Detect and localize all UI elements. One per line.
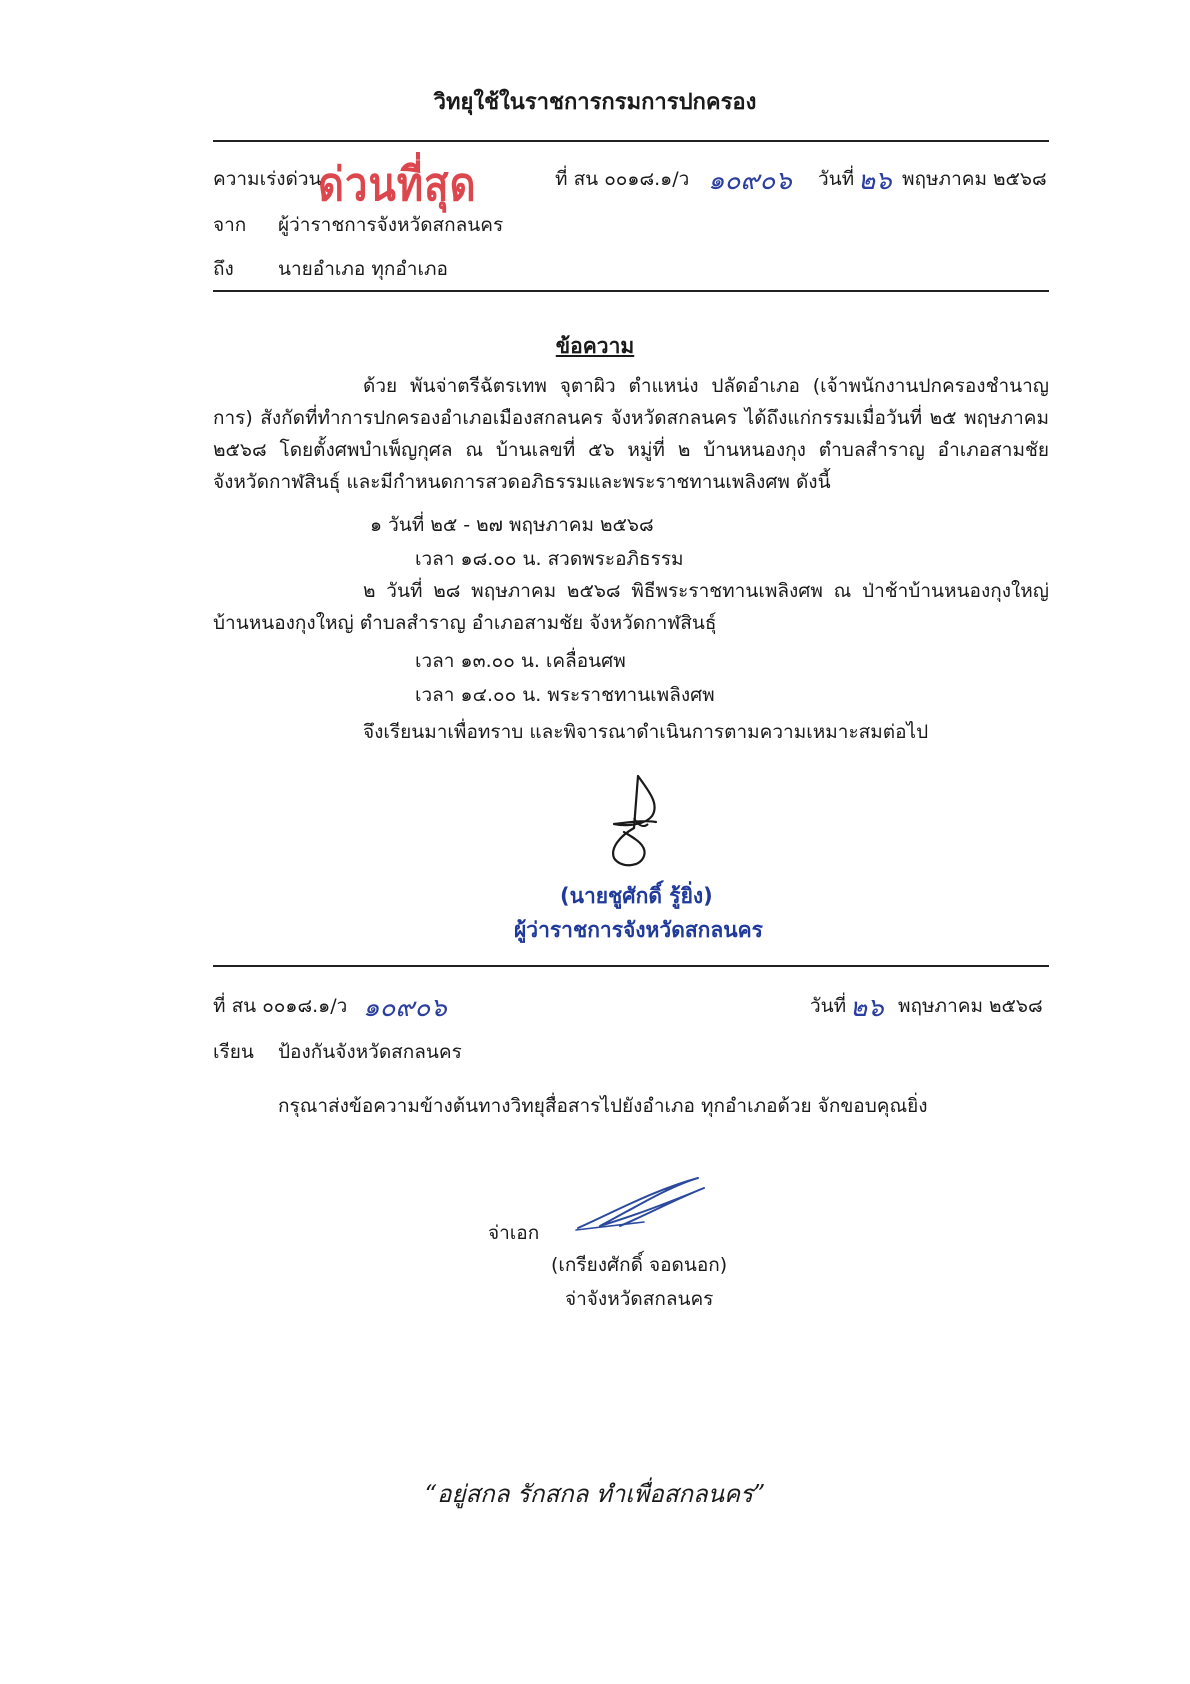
date-label: วันที่: [818, 168, 855, 190]
urgency-stamp: ด่วนที่สุด: [318, 159, 477, 211]
urgency-label: ความเร่งด่วน: [213, 168, 322, 190]
date-month-year: พฤษภาคม ๒๕๖๘: [902, 168, 1047, 190]
provincial-slogan: “อยู่สกล รักสกล ทำเพื่อสกลนคร”: [424, 1480, 766, 1508]
date-day-handwritten: ๒๖: [858, 166, 892, 196]
top-divider: [213, 140, 1049, 142]
rian-value: ป้องกันจังหวัดสกลนคร: [278, 1041, 462, 1063]
footer-ref-prefix: ที่ สน ๐๐๑๘.๑/ว: [213, 995, 348, 1017]
ref-number-prefix: ที่ สน ๐๐๑๘.๑/ว: [555, 168, 690, 190]
message-body: ด้วย พันจ่าตรีฉัตรเทพ จุตาผิว ตำแหน่ง ปลัดอำเภอ (เจ้าพนักงานปกครองชำนาญการ) สังกัดที่ทำการปกครองอำเภอเมืองสกลนคร จังหวัดสกลนคร ได้ถึงแก่กรรมเมื่อวันที่ ๒๕ พฤษภาคม ๒๕๖๘ โดยตั้งศพบำเพ็ญกุศล ณ บ้านเลขที่ ๕๖ หมู่ที่ ๒ บ้านหนองกุง ตำบลสำราญ อำเภอสามชัย จังหวัดกาฬสินธุ์ และมีกำหนดการสวดอภิธรรมและพระราชทานเพลิงศพ ดังนี้: [213, 375, 1049, 493]
to-label: ถึง: [213, 258, 234, 280]
schedule-item-1: ๑ วันที่ ๒๕ - ๒๗ พฤษภาคม ๒๕๖๘: [370, 514, 654, 536]
ref-number-handwritten: ๑๐๙๐๖: [708, 166, 792, 196]
footer-date-day-handwritten: ๒๖: [850, 993, 884, 1023]
signer-name: (นายชูศักดิ์ รู้ยิ่ง): [560, 884, 713, 908]
message-heading: ข้อความ: [555, 334, 635, 358]
footer-date-label: วันที่: [810, 995, 847, 1017]
signer-position: ผู้ว่าราชการจังหวัดสกลนคร: [514, 918, 763, 942]
header-divider: [213, 290, 1049, 292]
footer-divider: [213, 965, 1049, 967]
signer2-rank: จ่าเอก: [488, 1222, 540, 1244]
signer2-name: (เกรียงศักดิ์ จอดนอก): [551, 1254, 728, 1276]
schedule-item-2-time-2: เวลา ๑๔.๐๐ น. พระราชทานเพลิงศพ: [415, 684, 715, 706]
request-sentence: กรุณาส่งข้อความข้างต้นทางวิทยุสื่อสารไปยังอำเภอ ทุกอำเภอด้วย จักขอบคุณยิ่ง: [278, 1095, 928, 1117]
schedule-item-1-time: เวลา ๑๘.๐๐ น. สวดพระอภิธรรม: [415, 548, 684, 570]
closing-sentence: จึงเรียนมาเพื่อทราบ และพิจารณาดำเนินการตามความเหมาะสมต่อไป: [363, 721, 929, 743]
schedule-item-2-time-1: เวลา ๑๓.๐๐ น. เคลื่อนศพ: [415, 650, 626, 672]
to-value: นายอำเภอ ทุกอำเภอ: [278, 258, 448, 280]
signer2-position: จ่าจังหวัดสกลนคร: [565, 1288, 714, 1310]
rian-label: เรียน: [213, 1041, 254, 1063]
from-value: ผู้ว่าราชการจังหวัดสกลนคร: [278, 214, 504, 236]
page-title: วิทยุใช้ในราชการกรมการปกครอง: [433, 90, 757, 115]
schedule-item-2: ๒ วันที่ ๒๘ พฤษภาคม ๒๕๖๘ พิธีพระราชทานเพลิงศพ ณ ป่าช้าบ้านหนองกุงใหญ่ บ้านหนองกุงใหญ่ ตำบลสำราญ อำเภอสามชัย จังหวัดกาฬสินธุ์: [213, 580, 1049, 634]
footer-date-month-year: พฤษภาคม ๒๕๖๘: [898, 995, 1043, 1017]
footer-ref-number-handwritten: ๑๐๙๐๖: [363, 993, 447, 1023]
governor-signature: [600, 770, 680, 870]
from-label: จาก: [213, 214, 247, 236]
chief-clerk-signature: [574, 1172, 710, 1234]
